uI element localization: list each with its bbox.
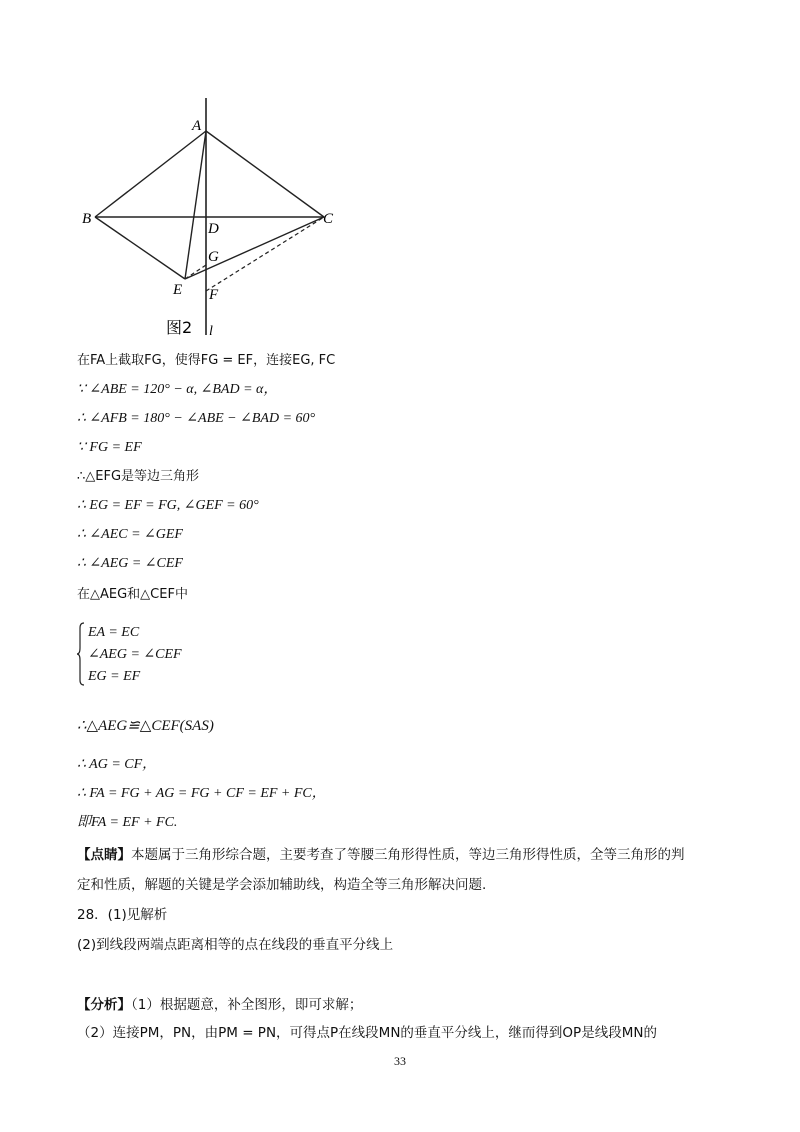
system-brace	[77, 622, 85, 686]
proof-line-9: 在△AEG和△CEF中	[77, 587, 188, 602]
system-line-3: EG = EF	[88, 669, 141, 684]
analysis-tag: 【分析】	[77, 997, 131, 1013]
proof-line-4: ∵ FG = EF	[77, 440, 142, 455]
system-line-1: EA = EC	[88, 625, 140, 640]
segment-ae	[185, 131, 206, 279]
label-b: B	[82, 211, 92, 227]
proof-line-2: ∵ ∠ABE = 120° − α, ∠BAD = α，	[77, 382, 278, 397]
analysis-text-1: （1）根据题意，补全图形，即可求解；	[131, 997, 363, 1013]
proof-line-8: ∴ ∠AEG = ∠CEF	[77, 556, 183, 571]
label-l: l	[209, 324, 213, 339]
label-g: G	[208, 249, 219, 265]
label-d: D	[208, 221, 219, 237]
comment-line-1	[77, 846, 685, 864]
system-line-2: ∠AEG = ∠CEF	[88, 647, 182, 662]
comment-line-2: 定和性质，解题的关键是学会添加辅助线，构造全等三角形解决问题.	[77, 877, 487, 893]
figure-caption: 图2	[166, 318, 193, 337]
q28-heading: 28．(1)见解析	[77, 907, 168, 923]
comment-tag: 【点睛】	[77, 847, 131, 863]
conclusion-line-1: ∴ AG = CF，	[77, 757, 157, 772]
segment-fc-dashed	[206, 217, 324, 291]
label-c: C	[323, 211, 334, 227]
q28-part2: (2)到线段两端点距离相等的点在线段的垂直平分线上	[77, 937, 394, 953]
conclusion-line-3: 即FA = EF + FC.	[77, 815, 178, 830]
segment-be	[95, 217, 185, 279]
proof-line-6: ∴ EG = EF = FG, ∠GEF = 60°	[77, 498, 259, 513]
analysis-line-2: （2）连接PM，PN，由PM = PN，可得点P在线段MN的垂直平分线上，继而得到OP是线段MN的	[77, 1025, 657, 1041]
segment-eg-dashed	[185, 265, 206, 279]
proof-line-5: ∴△EFG是等边三角形	[77, 469, 200, 484]
label-a: A	[192, 118, 202, 134]
comment-text-1: 本题属于三角形综合题，主要考查了等腰三角形得性质，等边三角形得性质，全等三角形的判	[131, 847, 685, 863]
conclusion-line-2: ∴ FA = FG + AG = FG + CF = EF + FC，	[77, 786, 326, 801]
proof-line-7: ∴ ∠AEC = ∠GEF	[77, 527, 183, 542]
proof-line-1: 在FA上截取FG，使得FG = EF，连接EG, FC	[77, 353, 336, 368]
geometry-figure	[80, 95, 350, 340]
label-f: F	[209, 287, 219, 303]
segment-ac	[206, 131, 324, 217]
proof-line-3: ∴ ∠AFB = 180° − ∠ABE − ∠BAD = 60°	[77, 411, 316, 426]
congruence-line: ∴△AEG≌△CEF(SAS)	[77, 718, 214, 734]
segment-ab	[95, 131, 206, 217]
label-e: E	[173, 282, 183, 298]
analysis-line-1	[77, 996, 362, 1014]
page-number: 33	[394, 1054, 406, 1068]
